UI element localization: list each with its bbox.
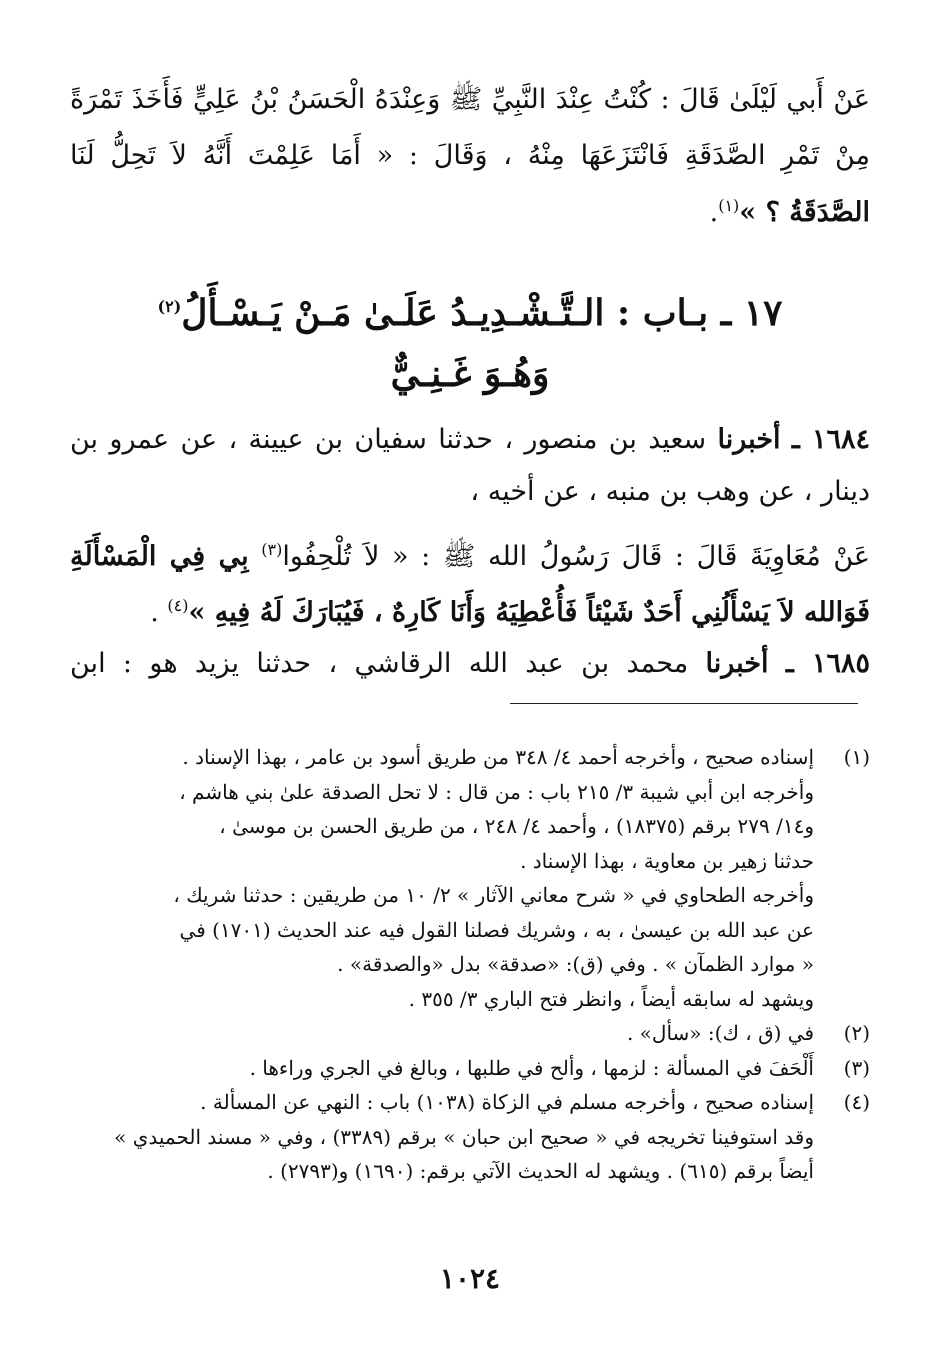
footnote-line: [70, 1120, 870, 1154]
footnote-line: [70, 1085, 870, 1119]
footnote-line: [70, 1016, 870, 1050]
hadith-number: ١٦٨٤ ـ: [791, 424, 870, 455]
footnote-text: وأخرجه الطحاوي في « شرح معاني الآثار » ٢/ ١٠ من طريقين : حدثنا شريك ،: [173, 883, 814, 907]
page-number: ١٠٢٤: [439, 1262, 501, 1295]
hadith-text: عَنْ أَبي لَيْلَىٰ قَالَ : كُنْتُ عِنْدَ النَّبِيِّ ﷺ وَعِنْدَهُ الْحَسَنُ بْنُ عَلِيٍّ فَأَخَذَ تَمْرَةً: [70, 84, 870, 115]
footnote-marker: (٤): [167, 596, 189, 615]
footnote-text: حدثنا زهير بن معاوية ، بهذا الإسناد .: [520, 848, 814, 873]
footnote-separator: [510, 703, 858, 704]
isnad-text: دينار ، عن وهب بن منبه ، عن أخيه ،: [470, 476, 870, 507]
isnad-keyword: أخبرنا: [705, 648, 769, 679]
chapter-title: [70, 275, 870, 345]
footnote-line: [70, 844, 870, 878]
footnote-text: إسناده صحيح ، وأخرجه أحمد ٤/ ٣٤٨ من طريق أسود بن عامر ، بهذا الإسناد .: [182, 745, 814, 769]
footnote-text: في (ق ، ك): «سأل» .: [626, 1021, 814, 1045]
footnote-line: [70, 809, 870, 843]
matn-text: بِي فِي الْمَسْأَلَةِ: [70, 541, 249, 572]
hadith-text-line: [70, 72, 870, 128]
footnote-line: [70, 740, 870, 774]
footnote-number: (٣): [843, 1055, 870, 1080]
footnote-marker: (٢): [157, 297, 182, 316]
isnad-text: محمد بن عبد الله الرقاشي ، حدثنا يزيد هو : ابن: [70, 648, 689, 679]
matn-text: عَنْ مُعَاوِيَةَ قَالَ : قَالَ رَسُولُ الله ﷺ : « لاَ تُلْحِفُوا: [282, 541, 870, 572]
hadith-text-line: [70, 178, 870, 241]
footnote-marker: (٣): [261, 540, 283, 559]
punctuation: .: [709, 197, 719, 228]
footnote-line: [70, 982, 870, 1016]
chapter-title-text: وَهُـوَ غَـنِـيٌّ: [390, 353, 550, 395]
isnad-line: [70, 636, 870, 692]
footnote-text: إسناده صحيح ، وأخرجه مسلم في الزكاة (١٠٣٨) باب : النهي عن المسألة .: [200, 1090, 814, 1114]
footnote-number: (١): [843, 745, 870, 769]
chapter-title-text: ١٧ ـ بـاب : الـتَّـشْـدِيـدُ عَلَـىٰ مَـنْ يَـسْـأَلُ: [181, 292, 783, 334]
footnote-line: [70, 1051, 870, 1085]
matn-text: فَوَالله لاَ يَسْأَلُنِي أَحَدٌ شَيْئاً فَأُعْطِيَهُ وَأَنَا كَارِهٌ ، فَيُبَارَكَ لَهُ فِيهِ »: [188, 597, 870, 628]
footnote-text: « موارد الظمآن » . وفي (ق): «صدقة» بدل «والصدقة» .: [337, 952, 814, 976]
hadith-text: الصَّدَقَةُ ؟ »: [739, 197, 870, 228]
hadith-text: مِنْ تَمْرِ الصَّدَقَةِ فَانْتَزَعَهَا مِنْهُ ، وَقَالَ : « أَمَا عَلِمْتَ أَنَّهُ لاَ تَحِلُّ لَنَا: [70, 140, 870, 171]
footnote-text: أيضاً برقم (٦١٥) . ويشهد له الحديث الآتي برقم: (١٦٩٠) و(٢٧٩٣) .: [267, 1159, 814, 1183]
footnote-number: (٢): [843, 1021, 870, 1045]
hadith-text-line: [70, 128, 870, 184]
isnad-keyword: أخبرنا: [717, 424, 781, 455]
footnote-text: و١٤/ ٢٧٩ برقم (١٨٣٧٥) ، وأحمد ٤/ ٢٤٨ ، من طريق الحسن بن موسىٰ ،: [219, 814, 814, 838]
footnote-line: [70, 878, 870, 912]
footnote-text: وقد استوفينا تخريجه في « صحيح ابن حبان » برقم (٣٣٨٩) ، وفي « مسند الحميدي »: [114, 1124, 814, 1149]
footnote-text: وأخرجه ابن أبي شيبة ٣/ ٢١٥ باب : من قال : لا تحل الصدقة علىٰ بني هاشم ،: [179, 779, 814, 804]
isnad-line: [70, 412, 870, 468]
chapter-title-line2: [70, 342, 870, 406]
footnote-line: [70, 947, 870, 981]
footnote-line: [70, 1154, 870, 1188]
matn-line: [70, 578, 870, 641]
isnad-line: [70, 464, 870, 520]
footnote-line: [70, 913, 870, 947]
hadith-number: ١٦٨٥ ـ: [785, 648, 870, 679]
matn-line: [70, 522, 870, 585]
footnote-text: عن عبد الله بن عيسىٰ ، به ، وشريك فصلنا القول فيه عند الحديث (١٧٠١) في: [179, 917, 814, 942]
footnote-text: ويشهد له سابقه أيضاً ، وانظر فتح الباري ٣/ ٣٥٥ .: [408, 986, 814, 1011]
footnote-marker: (١): [718, 196, 740, 215]
footnote-number: (٤): [843, 1090, 870, 1114]
footnote-text: أَلْحَفَ في المسألة : لزمها ، وألح في طلبها ، وبالغ في الجري وراءها .: [249, 1055, 814, 1080]
punctuation: .: [150, 597, 159, 628]
footnote-line: [70, 775, 870, 809]
isnad-text: سعيد بن منصور ، حدثنا سفيان بن عيينة ، عن عمرو بن: [70, 424, 707, 455]
